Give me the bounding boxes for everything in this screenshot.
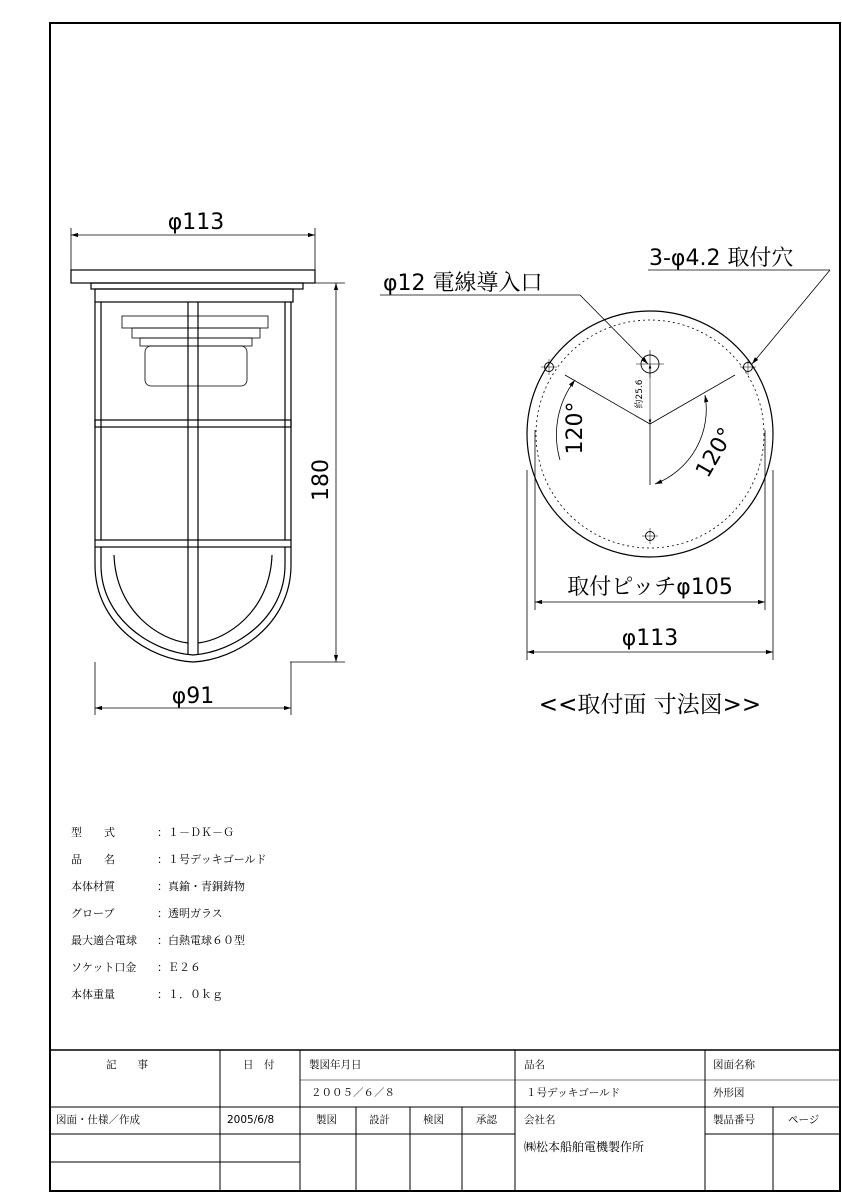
label-cable-entry: φ12 電線導入口 — [383, 271, 543, 296]
spec-value: ：１号デッキゴールド — [157, 853, 267, 866]
tb-product-name-label: 品名 — [524, 1059, 545, 1071]
dim-top-diameter: φ113 — [167, 210, 225, 235]
tb-product-number: 製品番号 — [713, 1114, 755, 1126]
dim-height: 180 — [309, 459, 334, 501]
spec-label: 最大適合電球 — [71, 934, 137, 947]
tb-page: ページ — [788, 1114, 820, 1126]
side-view — [71, 270, 315, 662]
tb-designed: 設計 — [369, 1114, 390, 1126]
label-angle-2: 120° — [691, 423, 740, 482]
dim-mount-pitch: 取付ピッチφ105 — [567, 575, 733, 600]
spec-value: ：１．０ｋｇ — [157, 988, 223, 1001]
spec-value: ：透明ガラス — [157, 907, 223, 920]
tb-hizuke-header: 日 付 — [243, 1059, 275, 1071]
spec-label: 品 名 — [71, 853, 115, 866]
tb-checked: 検図 — [423, 1114, 444, 1126]
tb-drafted: 製図 — [316, 1114, 337, 1126]
label-mount-holes: 3-φ4.2 取付穴 — [649, 246, 794, 271]
tb-approved: 承認 — [476, 1114, 497, 1126]
mount-view-caption: <<取付面 寸法図>> — [538, 692, 762, 718]
tb-company-label: 会社名 — [524, 1114, 556, 1126]
spec-value: ：白熱電球６０型 — [157, 934, 245, 947]
tb-drawing-title-label: 図面名称 — [713, 1059, 755, 1071]
side-view-dimensions — [71, 228, 345, 715]
spec-label: 本体重量 — [71, 988, 115, 1001]
spec-label: 型 式 — [71, 826, 115, 839]
tb-drawing-date-label: 製図年月日 — [309, 1059, 362, 1071]
dim-bottom-diameter: φ91 — [171, 684, 215, 709]
tb-drawing-title-value: 外形図 — [713, 1087, 745, 1099]
spec-label: ソケット口金 — [71, 961, 137, 974]
tb-company-value: ㈱松本船舶電機製作所 — [524, 1140, 645, 1154]
spec-value: ：Ｅ２６ — [157, 961, 201, 974]
label-offset: 約25.6 — [635, 379, 645, 409]
spec-value: ：真鍮・青銅鋳物 — [157, 880, 245, 893]
label-angle-1: 120° — [563, 401, 588, 455]
tb-row2-label: 図面・仕様／作成 — [56, 1114, 140, 1126]
dim-mount-diameter: φ113 — [621, 626, 679, 651]
sheet-border — [50, 23, 840, 1191]
tb-kiji-header: 記 事 — [106, 1059, 148, 1071]
tb-product-name-value: １号デッキゴールド — [526, 1087, 621, 1099]
spec-label: グローブ — [71, 907, 115, 920]
tb-drawing-date-value: ２００５／６／８ — [311, 1087, 395, 1099]
tb-row2-date: 2005/6/8 — [227, 1114, 275, 1126]
spec-value: ：１－ＤＫ－Ｇ — [157, 826, 234, 839]
spec-label: 本体材質 — [71, 880, 115, 893]
